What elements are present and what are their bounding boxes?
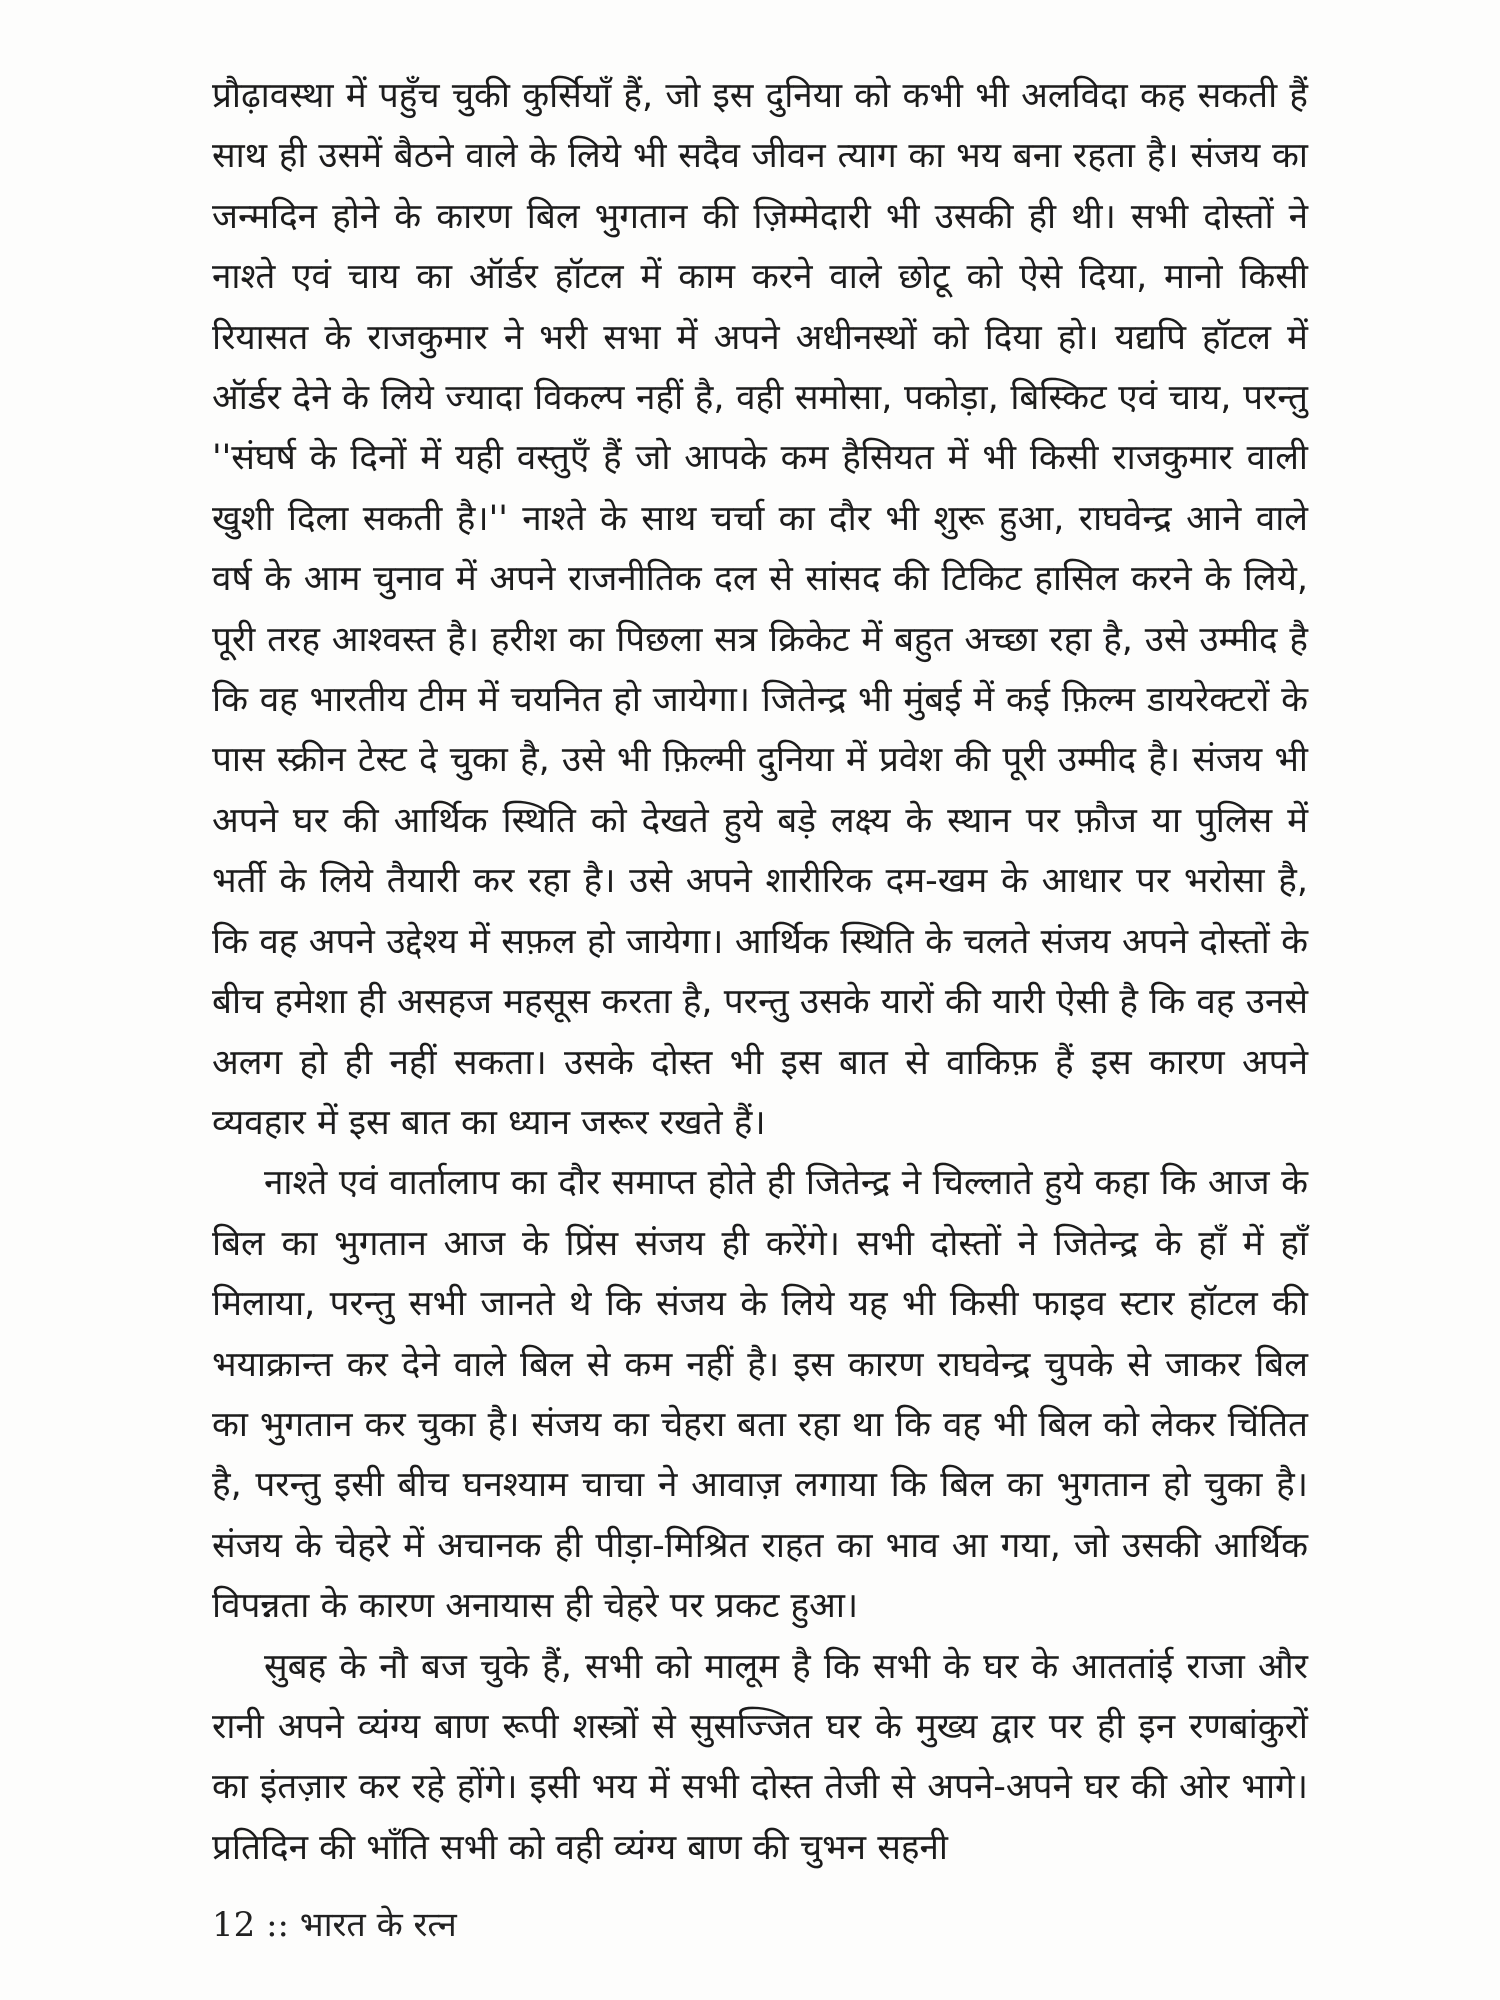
paragraph-2: नाश्ते एवं वार्तालाप का दौर समाप्त होते ही जितेन्द्र ने चिल्लाते हुये कहा कि आज के बिल का भुगतान आज के प्रिंस संजय ही करेंगे। सभी दोस्तों ने जितेन्द्र के हाँ में हाँ मिलाया, परन्तु सभी जानते थे कि संजय के लिये यह भी किसी फाइव स्टार हॉटल की भयाक्रान्त कर देने वाले बिल से कम नहीं है। इस कारण राघवेन्द्र चुपके से जाकर बिल का भुगतान कर चुका है। संजय का चेहरा बता रहा था कि वह भी बिल को लेकर चिंतित है, परन्तु इसी बीच घनश्याम चाचा ने आवाज़ लगाया कि बिल का भुगतान हो चुका है। संजय के चेहरे में अचानक ही पीड़ा-मिश्रित राहत का भाव आ गया, जो उसकी आर्थिक विपन्नता के कारण अनायास ही चेहरे पर प्रकट हुआ। [212,1163,1308,1627]
paragraph-3: सुबह के नौ बज चुके हैं, सभी को मालूम है कि सभी के घर के आततांई राजा और रानी अपने व्यंग्य बाण रूपी शस्त्रों से सुसज्जित घर के मुख्य द्वार पर ही इन रणबांकुरों का इंतज़ार कर रहे होंगे। इसी भय में सभी दोस्त तेजी से अपने-अपने घर की ओर भागे। प्रतिदिन की भाँति सभी को वही व्यंग्य बाण की चुभन सहनी [212,1646,1308,1868]
paragraph-1: प्रौढ़ावस्था में पहुँच चुकी कुर्सियाँ हैं, जो इस दुनिया को कभी भी अलविदा कह सकती हैं साथ ही उसमें बैठने वाले के लिये भी सदैव जीवन त्याग का भय बना रहता है। संजय का जन्मदिन होने के कारण बिल भुगतान की ज़िम्मेदारी भी उसकी ही थी। सभी दोस्तों ने नाश्ते एवं चाय का ऑर्डर हॉटल में काम करने वाले छोटू को ऐसे दिया, मानो किसी रियासत के राजकुमार ने भरी सभा में अपने अधीनस्थों को दिया हो। यद्यपि हॉटल में ऑर्डर देने के लिये ज्यादा विकल्प नहीं है, वही समोसा, पकोड़ा, बिस्किट एवं चाय, परन्तु ''संघर्ष के दिनों में यही वस्तुएँ हैं जो आपके कम हैसियत में भी किसी राजकुमार वाली खुशी दिला सकती है।'' नाश्ते के साथ चर्चा का दौर भी शुरू हुआ, राघवेन्द्र आने वाले वर्ष के आम चुनाव में अपने राजनीतिक दल से सांसद की टिकिट हासिल करने के लिये, पूरी तरह आश्वस्त है। हरीश का पिछला सत्र क्रिकेट में बहुत अच्छा रहा है, उसे उम्मीद है कि वह भारतीय टीम में चयनित हो जायेगा। जितेन्द्र भी मुंबई में कई फ़िल्म डायरेक्टरों के पास स्क्रीन टेस्ट दे चुका है, उसे भी फ़िल्मी दुनिया में प्रवेश की पूरी उम्मीद है। संजय भी अपने घर की आर्थिक स्थिति को देखते हुये बड़े लक्ष्य के स्थान पर फ़ौज या पुलिस में भर्ती के लिये तैयारी कर रहा है। उसे अपने शारीरिक दम-खम के आधार पर भरोसा है, कि वह अपने उद्देश्य में सफ़ल हो जायेगा। आर्थिक स्थिति के चलते संजय अपने दोस्तों के बीच हमेशा ही असहज महसूस करता है, परन्तु उसके यारों की यारी ऐसी है कि वह उनसे अलग हो ही नहीं सकता। उसके दोस्त भी इस बात से वाकिफ़ हैं इस कारण अपने व्यवहार में इस बात का ध्यान जरूर रखते हैं। [212,76,1308,1143]
page-footer: 12 :: भारत के रत्न [212,1905,457,1945]
page-body-text [212,66,1308,1878]
